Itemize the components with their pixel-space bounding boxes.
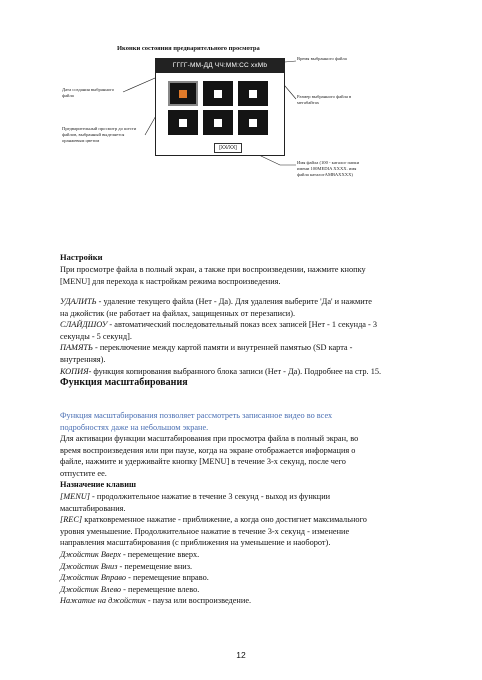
preview-screen — [155, 58, 285, 156]
key-text: кратковременное нажатие - приближение, а когда оно достигнет максимального — [82, 515, 367, 525]
option-text: - автоматический последовательный показ всех записей [Нет - 1 секунда - 3 — [107, 320, 378, 330]
thumbnail-marker — [179, 119, 187, 127]
key-term: Джойстик Вниз — [60, 561, 118, 571]
annotation-filename: Имя файла (100 - каталог папки имени 100MEDIA XXXX. имя файла каталогАМВАXXXX) — [297, 160, 360, 177]
page-counter: [XX/XX] — [214, 143, 242, 153]
key-right — [60, 572, 420, 584]
option-text: - удаление текущего файла (Нет - Да). Для удаления выберите 'Да' и нажмите — [96, 297, 372, 306]
annotation-preview: Предварительный просмотр до шести файлов, выбранный выделяется оранжевым цветом — [62, 126, 137, 143]
figure-title: Иконки состояния предварительного просмотра — [117, 45, 260, 52]
key-rec — [60, 514, 420, 526]
text-line: [MENU] для перехода к настройкам режима воспроизведения. — [60, 276, 281, 286]
keys-heading: Назначение клавиш — [60, 480, 137, 490]
thumbnail-marker — [249, 90, 257, 98]
option-term: СЛАЙДШОУ — [60, 320, 108, 330]
thumbnail-marker — [214, 90, 222, 98]
annotation-file-size: Размер выбранного файла в мегабайтах — [297, 94, 352, 105]
text-line: отпустите ее. — [60, 468, 107, 478]
zoom-heading: Функция масштабирования — [60, 377, 188, 388]
text-line: файле, нажмите и удерживайте кнопку [MENU] в течение 3-х секунд, после чего — [60, 457, 346, 467]
key-text: - перемещение вниз. — [117, 561, 193, 571]
thumbnail-selected[interactable] — [168, 81, 198, 106]
settings-intro — [60, 264, 420, 287]
thumbnail[interactable] — [168, 110, 198, 135]
preview-topbar: ГГГГ-ММ-ДД ЧЧ:ММ:СС xxMb — [156, 59, 284, 73]
annotation-date-created: Дата создания выбранного файла — [62, 87, 115, 98]
key-text: - пауза или воспроизведение. — [145, 596, 252, 606]
key-menu — [60, 491, 420, 503]
thumbnail[interactable] — [203, 110, 233, 135]
text-line: масштабирования. — [60, 503, 126, 513]
settings-options — [60, 296, 420, 377]
option-slideshow — [60, 319, 420, 331]
key-term: Джойстик Влево — [60, 584, 122, 594]
thumbnail-grid — [168, 81, 268, 135]
option-delete — [60, 296, 420, 308]
key-press — [60, 595, 420, 607]
option-term: УДАЛИТЬ — [60, 297, 97, 306]
key-down — [60, 561, 420, 573]
text-line: подробностях даже на небольшом экране. — [60, 422, 209, 432]
key-term: [REC] — [60, 515, 83, 525]
option-term: КОПИЯ — [60, 366, 89, 376]
key-text: - перемещение влево. — [121, 584, 200, 594]
text-line: Функция масштабирования позволяет рассмотреть записанное видео во всех — [60, 411, 333, 420]
thumbnail-marker — [179, 90, 187, 98]
thumbnail[interactable] — [238, 81, 268, 106]
page-number: 12 — [236, 650, 246, 660]
thumbnail[interactable] — [238, 110, 268, 135]
option-memory — [60, 342, 420, 354]
text-line: Для активации функции масштабирования при просмотра файла в полный экран, во — [60, 434, 359, 443]
zoom-intro — [60, 410, 420, 433]
option-text: - функция копирования выбранного блока записи (Нет - Да). Подробнее на стр. 15. — [88, 366, 382, 376]
text-line: время воспроизведения или при паузе, когда на экране отображается информация о — [60, 445, 356, 455]
thumbnail-marker — [249, 119, 257, 127]
key-up — [60, 549, 420, 561]
text-line: уровня уменьшение. Продолжительное нажатие в течение 3-х секунд - изменение — [60, 526, 350, 536]
option-copy — [60, 366, 420, 378]
key-term: Нажатие на джойстик — [60, 596, 146, 606]
key-left — [60, 584, 420, 596]
key-text: - перемещение вправо. — [126, 573, 209, 583]
key-term: Джойстик Вверх — [60, 549, 121, 559]
text-line: направления масштабирования (с приближения на уменьшение и наоборот). — [60, 538, 331, 548]
key-text: - перемещение вверх. — [120, 549, 200, 559]
text-line: При просмотре файла в полный экран, а также при воспроизведении, нажмите кнопку — [60, 265, 366, 274]
text-line: внутренняя). — [60, 354, 106, 364]
annotation-time-of-file: Время выбранного файла — [297, 56, 347, 61]
option-text: - переключение между картой памяти и внутренней памятью (SD карта - — [92, 343, 353, 353]
option-term: ПАМЯТЬ — [60, 343, 93, 353]
text-line: секунды - 5 секунд]. — [60, 331, 132, 341]
text-line: на джойстик (не работает на файлах, защищенных от перезаписи). — [60, 308, 296, 318]
key-term: Джойстик Вправо — [60, 573, 127, 583]
zoom-body — [60, 433, 420, 607]
key-text: - продолжительное нажатие в течение 3 секунд - выход из функции — [89, 491, 331, 501]
thumbnail[interactable] — [203, 81, 233, 106]
thumbnail-marker — [214, 119, 222, 127]
key-term: [MENU] — [60, 491, 90, 501]
settings-heading: Настройки — [60, 252, 103, 262]
